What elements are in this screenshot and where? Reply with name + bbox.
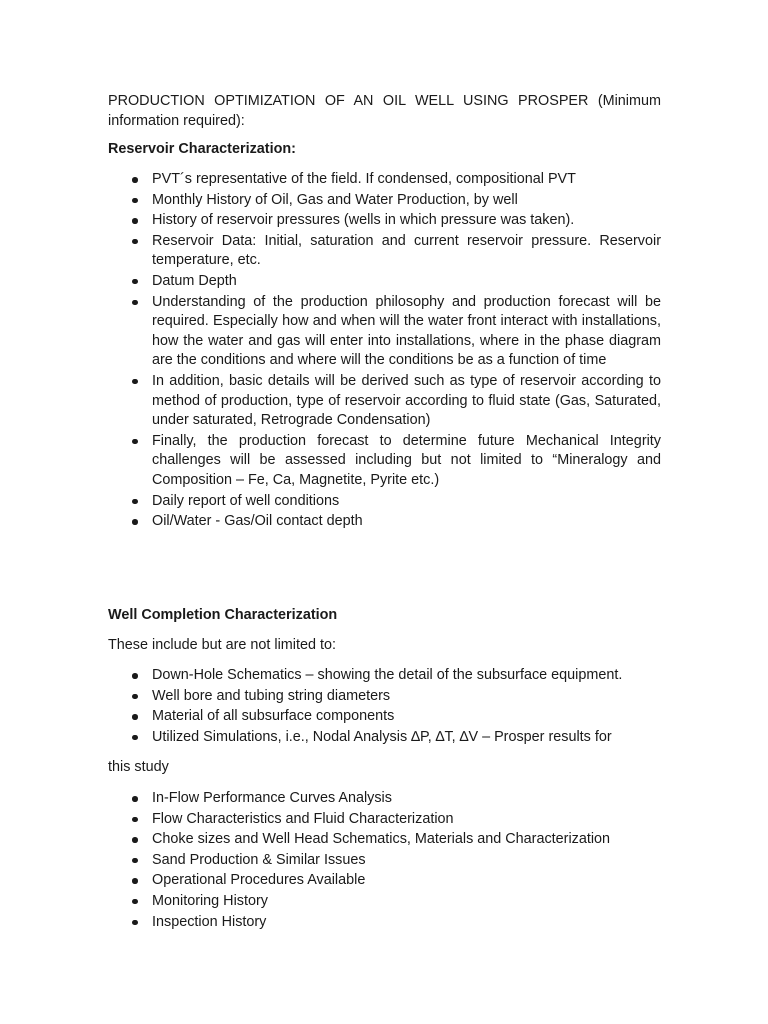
continuation-text: this study <box>108 759 169 775</box>
list-item-text: Choke sizes and Well Head Schematics, Materials and Characterization <box>152 831 611 848</box>
bullet-icon <box>132 796 138 802</box>
document-title: PRODUCTION OPTIMIZATION OF AN OIL WELL USING PROSPER (Minimum information required): <box>108 93 661 129</box>
bullet-icon <box>132 837 138 843</box>
reservoir-list <box>108 170 661 533</box>
list-item-text: Monthly History of Oil, Gas and Water Production, by well <box>152 191 518 208</box>
list-item <box>108 851 661 871</box>
bullet-icon <box>132 878 138 884</box>
list-item <box>108 666 661 686</box>
list-item-text: Well bore and tubing string diameters <box>152 687 391 704</box>
bullet-icon <box>132 817 138 823</box>
list-item-text: Daily report of well conditions <box>152 492 340 509</box>
bullet-icon <box>132 239 138 245</box>
list-item-text: Oil/Water - Gas/Oil contact depth <box>152 513 363 530</box>
bullet-icon <box>132 300 138 306</box>
list-item <box>108 707 661 727</box>
list-item <box>108 687 661 707</box>
list-item <box>108 728 661 748</box>
list-item <box>108 232 661 271</box>
list-item <box>108 492 661 512</box>
bullet-icon <box>132 177 138 183</box>
completion-heading: Well Completion Characterization <box>108 607 338 623</box>
list-item <box>108 432 661 491</box>
list-item <box>108 170 661 190</box>
bullet-icon <box>132 899 138 905</box>
completion-intro: These include but are not limited to: <box>108 637 336 653</box>
list-item <box>108 211 661 231</box>
list-item-text: Datum Depth <box>152 272 237 289</box>
reservoir-heading: Reservoir Characterization: <box>108 141 296 157</box>
list-item-text: In addition, basic details will be derived such as type of reservoir according to method of production, type of reservoir according to fluid state (Gas, Saturated, under saturated, Retrograde Condensation) <box>152 372 661 429</box>
bullet-icon <box>132 198 138 204</box>
bullet-icon <box>132 920 138 926</box>
bullet-icon <box>132 379 138 385</box>
list-item <box>108 913 661 933</box>
list-item <box>108 293 661 371</box>
list-item-text: Utilized Simulations, i.e., Nodal Analysis ∆P, ∆T, ∆V – Prosper results for <box>152 728 612 745</box>
bullet-icon <box>132 694 138 700</box>
completion-list <box>108 666 661 748</box>
bullet-icon <box>132 735 138 741</box>
bullet-icon <box>132 858 138 864</box>
bullet-icon <box>132 714 138 720</box>
list-item-text: Monitoring History <box>152 892 268 909</box>
bullet-icon <box>132 499 138 505</box>
list-item <box>108 272 661 292</box>
bullet-icon <box>132 519 138 525</box>
list-item <box>108 372 661 431</box>
study-list <box>108 789 661 933</box>
bullet-icon <box>132 673 138 679</box>
list-item <box>108 191 661 211</box>
list-item-text: Finally, the production forecast to determine future Mechanical Integrity challenges will be assessed including but not limited to “Mineralogy and Composition – Fe, Ca, Magnetite, Pyrite etc.) <box>152 432 661 488</box>
list-item-text: Inspection History <box>152 913 267 930</box>
list-item <box>108 789 661 809</box>
list-item-text: Understanding of the production philosophy and production forecast will be required. Especially how and when will the water front interact with installations, how the water and gas will enter into installations, where in the phase diagram are the conditions and where will the conditions be as a function of time <box>152 293 661 369</box>
list-item <box>108 892 661 912</box>
bullet-icon <box>132 218 138 224</box>
list-item-text: In-Flow Performance Curves Analysis <box>152 790 392 806</box>
list-item-text: Material of all subsurface components <box>152 708 395 725</box>
list-item <box>108 810 661 830</box>
list-item <box>108 871 661 891</box>
list-item <box>108 830 661 850</box>
list-item-text: Operational Procedures Available <box>152 872 366 889</box>
list-item-text: Down-Hole Schematics – showing the detail of the subsurface equipment. <box>152 667 623 683</box>
list-item-text: History of reservoir pressures (wells in which pressure was taken). <box>152 212 575 229</box>
list-item-text: PVT´s representative of the field. If condensed, compositional PVT <box>152 171 576 187</box>
list-item-text: Flow Characteristics and Fluid Characterization <box>152 810 454 827</box>
list-item <box>108 512 661 532</box>
bullet-icon <box>132 439 138 445</box>
list-item-text: Reservoir Data: Initial, saturation and current reservoir pressure. Reservoir temperature, etc. <box>152 232 661 269</box>
list-item-text: Sand Production & Similar Issues <box>152 851 366 868</box>
bullet-icon <box>132 279 138 285</box>
